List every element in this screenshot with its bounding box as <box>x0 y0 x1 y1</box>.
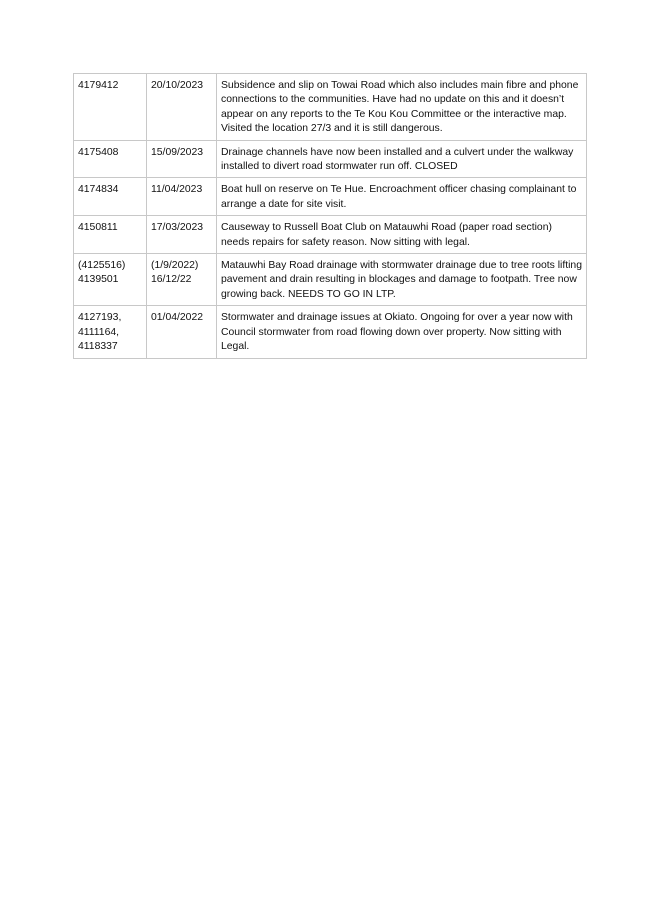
date-cell: 20/10/2023 <box>147 74 217 141</box>
request-number-cell: 4127193, 4111164, 4118337 <box>74 306 147 358</box>
date-cell: 01/04/2022 <box>147 306 217 358</box>
date-cell: 15/09/2023 <box>147 140 217 178</box>
request-number-cell: (4125516) 4139501 <box>74 254 147 306</box>
request-number-cell: 4174834 <box>74 178 147 216</box>
table-row <box>74 306 587 358</box>
request-number-cell: 4150811 <box>74 216 147 254</box>
date-cell: (1/9/2022) 16/12/22 <box>147 254 217 306</box>
date-cell: 17/03/2023 <box>147 216 217 254</box>
table-row <box>74 140 587 178</box>
description-cell: Drainage channels have now been installed and a culvert under the walkway installed to divert road stormwater run off. CLOSED <box>217 140 587 178</box>
description-cell: Stormwater and drainage issues at Okiato. Ongoing for over a year now with Council stormwater from road flowing down over property. Now sitting with Legal. <box>217 306 587 358</box>
issues-table <box>73 73 587 359</box>
table-row <box>74 74 587 141</box>
description-cell: Boat hull on reserve on Te Hue. Encroachment officer chasing complainant to arrange a date for site visit. <box>217 178 587 216</box>
date-cell: 11/04/2023 <box>147 178 217 216</box>
table-row <box>74 178 587 216</box>
description-cell: Causeway to Russell Boat Club on Matauwhi Road (paper road section) needs repairs for safety reason. Now sitting with legal. <box>217 216 587 254</box>
table-row <box>74 216 587 254</box>
description-cell: Matauwhi Bay Road drainage with stormwater drainage due to tree roots lifting pavement and drain resulting in blockages and damage to footpath. Tree now growing back. NEEDS TO GO IN LTP. <box>217 254 587 306</box>
request-number-cell: 4179412 <box>74 74 147 141</box>
table-row <box>74 254 587 306</box>
description-cell: Subsidence and slip on Towai Road which also includes main fibre and phone connections to the communities. Have had no update on this and it doesn’t appear on any reports to the Te Kou Kou Committee or the interactive map. Visited the location 27/3 and it is still dangerous. <box>217 74 587 141</box>
request-number-cell: 4175408 <box>74 140 147 178</box>
